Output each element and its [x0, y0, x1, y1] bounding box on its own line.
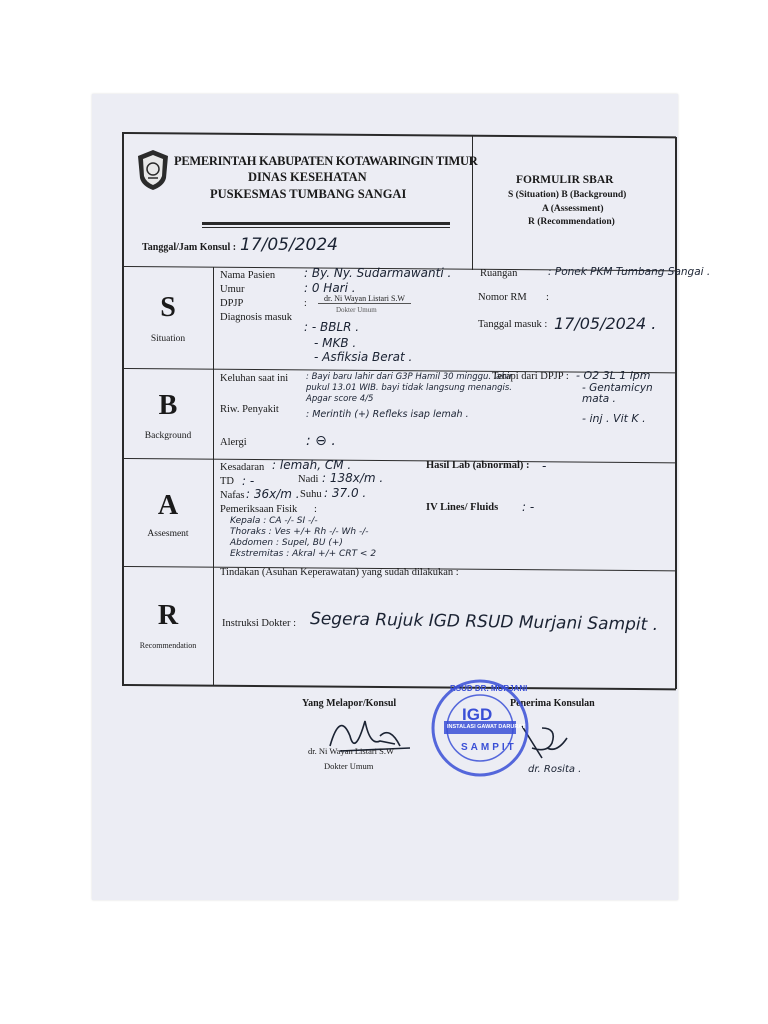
background-letter: B — [158, 390, 178, 421]
fisik-value-1: Kepala : CA -/- SI -/- — [230, 516, 318, 526]
dpjp-stamp: dr. Ni Wayan Listari S.W — [318, 294, 411, 304]
kesadaran-value: : lemah, CM . — [272, 458, 352, 472]
fisik-value-2: Thoraks : Ves +/+ Rh -/- Wh -/- — [230, 527, 369, 537]
nomor-rm-value: : — [546, 292, 549, 303]
fisik-value-4: Ekstremitas : Akral +/+ CRT < 2 — [230, 549, 377, 559]
header-line1: PEMERINTAH KABUPATEN KOTAWARINGIN TIMUR — [174, 154, 478, 168]
umur-label: Umur — [220, 284, 245, 295]
form-line1: S (Situation) B (Background) — [508, 190, 627, 200]
dpjp-colon: : — [304, 298, 307, 309]
frame-right — [675, 137, 677, 689]
header-line3: PUSKESMAS TUMBANG SANGAI — [210, 187, 407, 201]
ruangan-value: : Ponek PKM Tumbang Sangai . — [548, 266, 711, 278]
pemeriksaan-label: Pemeriksaan Fisik — [220, 504, 298, 515]
diagnosis-value-1: : - BBLR . — [304, 320, 360, 334]
form-line2: A (Assessment) — [542, 204, 604, 214]
form-title: FORMULIR SBAR — [516, 174, 614, 186]
tanggal-masuk-value: 17/05/2024 . — [554, 314, 657, 333]
suhu-label: Suhu — [300, 489, 322, 500]
alergi-value: : ⊖ . — [306, 433, 336, 449]
terapi-value-1: - O2 3L 1 lpm — [576, 369, 651, 382]
recommendation-caption: Recommendation — [139, 641, 197, 650]
keluhan-label: Keluhan saat ini — [220, 373, 289, 384]
penerima-name: dr. Rosita . — [528, 764, 582, 775]
header-line2: DINAS KESEHATAN — [248, 170, 367, 184]
recommendation-letter: R — [157, 600, 179, 631]
terapi-value-3: - inj . Vit K . — [582, 412, 646, 425]
background-caption: Background — [144, 431, 192, 441]
stamp-band-text: INSTALASI GAWAT DARURAT — [447, 724, 526, 730]
nadi-value: : 138x/m . — [322, 471, 384, 485]
alergi-label: Alergi — [220, 437, 247, 448]
diagnosis-value-3: - Asfiksia Berat . — [314, 350, 413, 364]
ruangan-label: Ruangan — [480, 268, 518, 279]
melapor-label: Yang Melapor/Konsul — [302, 698, 397, 709]
stamp-bottom-text: SAMPIT — [461, 742, 517, 753]
stamp-center-text: IGD — [462, 705, 493, 724]
section-line-a — [122, 458, 676, 464]
government-logo — [136, 148, 170, 192]
frame-top — [122, 132, 676, 138]
fisik-value-3: Abdomen : Supel, BU (+) — [230, 538, 343, 548]
terapi-label: Terapi dari DPJP : — [492, 371, 569, 382]
tindakan-label: Tindakan (Asuhan Keperawatan) yang sudah dilakukan : — [220, 567, 459, 578]
header-rule-thin — [202, 227, 450, 228]
dpjp-label: DPJP — [220, 298, 244, 309]
tanggal-masuk-label: Tanggal masuk : — [478, 319, 548, 330]
assessment-letter: A — [157, 490, 179, 521]
melapor-title: Dokter Umum — [324, 761, 374, 771]
instruksi-value: Segera Rujuk IGD RSUD Murjani Sampit . — [309, 608, 659, 636]
td-label: TD — [220, 476, 234, 487]
riw-value: : Merintih (+) Refleks isap lemah . — [306, 409, 469, 420]
dpjp-sub: Dokter Umum — [336, 306, 377, 314]
form-line3: R (Recommendation) — [528, 217, 615, 227]
nomor-rm-label: Nomor RM — [478, 292, 527, 303]
hasil-lab-value: - — [542, 459, 547, 473]
pemeriksaan-colon: : — [314, 504, 317, 515]
assessment-caption: Assesment — [147, 529, 189, 539]
tanggal-label: Tanggal/Jam Konsul : — [142, 242, 237, 253]
nama-value: : By. Ny. Sudarmawanti . — [304, 266, 452, 280]
melapor-name: dr. Ni Wayan Listari S.W — [308, 746, 395, 756]
situation-caption: Situation — [150, 334, 186, 344]
terapi-value-2: - Gentamicyn mata . — [582, 382, 653, 405]
frame-bottom — [122, 684, 676, 690]
header-rule — [202, 222, 450, 225]
form-paper — [92, 94, 711, 900]
iv-lines-label: IV Lines/ Fluids — [426, 502, 499, 513]
nama-label: Nama Pasien — [220, 270, 276, 281]
riw-label: Riw. Penyakit — [220, 404, 279, 415]
keluhan-value: : Bayi baru lahir dari G3P Hamil 30 minggu. lahir pukul 13.01 WIB. bayi tidak langsung menangis. Apgar score 4/5 — [306, 372, 513, 404]
suhu-value: : 37.0 . — [324, 486, 367, 500]
td-value: : - — [242, 474, 255, 488]
iv-lines-value: : - — [522, 500, 535, 514]
penerima-label: Penerima Konsulan — [510, 698, 595, 709]
kesadaran-label: Kesadaran — [220, 462, 265, 473]
diagnosis-value-2: - MKB . — [314, 336, 357, 350]
diagnosis-label: Diagnosis masuk — [220, 312, 293, 323]
tanggal-value: 17/05/2024 — [240, 235, 338, 255]
nafas-value: : 36x/m . — [246, 487, 300, 501]
nadi-label: Nadi — [298, 474, 319, 485]
stamp-top-text: RSUD DR. MURJANI — [450, 684, 528, 693]
instruksi-label: Instruksi Dokter : — [222, 618, 297, 629]
situation-letter: S — [160, 292, 176, 323]
hasil-lab-label: Hasil Lab (abnormal) : — [426, 460, 530, 471]
nafas-label: Nafas — [220, 490, 245, 501]
umur-value: : 0 Hari . — [304, 281, 356, 295]
